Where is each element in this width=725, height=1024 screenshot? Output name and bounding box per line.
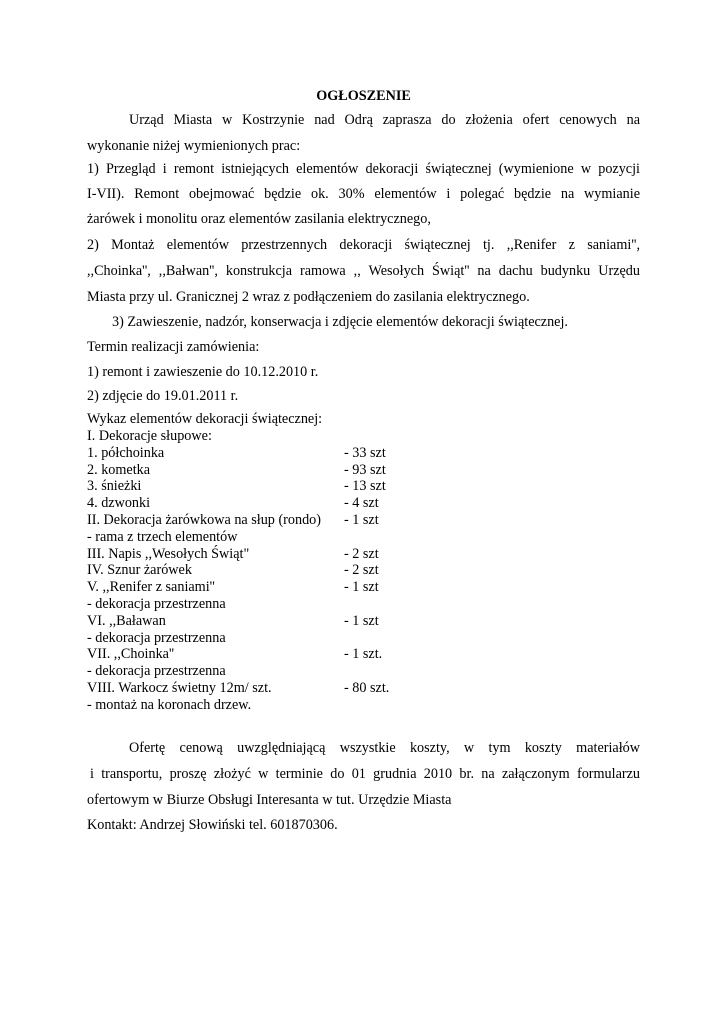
oferta-line-2: i transportu, proszę złożyć w terminie do 01 grudnia 2010 br. na załączonym formularzu (90, 766, 640, 782)
item1-line-2: I-VII). Remont obejmować będzie ok. 30% elementów i polegać będzie na wymianie (87, 186, 640, 202)
item1-line-1: 1) Przegląd i remont istniejących elementów dekoracji świątecznej (wymienione w pozycji (87, 161, 640, 177)
list-item (87, 478, 487, 495)
list-item (87, 445, 487, 462)
item-name: III. Napis ,,Wesołych Świąt" (87, 545, 250, 562)
item-quantity: - 1 szt. (344, 646, 383, 663)
item2-line-2: ,,Choinka'', ,,Bałwan'', konstrukcja ramowa ,, Wesołych Świąt'' na dachu budynku Urzędu (87, 263, 640, 279)
termin-heading: Termin realizacji zamówienia: (87, 339, 260, 355)
item-name: I. Dekoracje słupowe: (87, 428, 212, 444)
item2-line-1: 2) Montaż elementów przestrzennych dekoracji świątecznej tj. ,,Renifer z saniami'', (87, 237, 640, 253)
document-title: OGŁOSZENIE (316, 88, 411, 104)
item-name: - montaż na koronach drzew. (87, 696, 252, 713)
intro-line-1: Urząd Miasta w Kostrzynie nad Odrą zaprasza do złożenia ofert cenowych na (129, 112, 640, 128)
item-quantity: - 2 szt (344, 545, 379, 562)
item-name: 3. śnieżki (87, 478, 142, 495)
list-item (87, 663, 487, 680)
oferta-line-1: Ofertę cenową uwzględniającą wszystkie koszty, w tym koszty materiałów (129, 740, 640, 756)
list-item (87, 562, 487, 579)
item3-line: 3) Zawieszenie, nadzór, konserwacja i zdjęcie elementów dekoracji świątecznej. (112, 314, 568, 330)
wykaz-list (87, 428, 487, 714)
item-name: V. ,,Renifer z saniami'' (87, 579, 215, 596)
item-quantity: - 4 szt (344, 495, 379, 512)
intro-line-2: wykonanie niżej wymienionych prac: (87, 138, 301, 154)
list-item (87, 512, 487, 529)
item-quantity: - 33 szt (344, 444, 386, 461)
item-name: - dekoracja przestrzenna (87, 595, 226, 612)
termin-line-1: 1) remont i zawieszenie do 10.12.2010 r. (87, 364, 319, 380)
item-quantity: - 1 szt (344, 579, 379, 596)
item-name: II. Dekoracja żarówkowa na słup (rondo) (87, 511, 321, 528)
item-quantity: - 1 szt (344, 612, 379, 629)
item-quantity: - 93 szt (344, 461, 386, 478)
item-name: - rama z trzech elementów (87, 528, 238, 545)
item-name: VIII. Warkocz świetny 12m/ szt. (87, 679, 272, 696)
list-item (87, 462, 487, 479)
list-item (87, 495, 487, 512)
contact-line: Kontakt: Andrzej Słowiński tel. 601870306. (87, 817, 338, 833)
item-name: - dekoracja przestrzenna (87, 629, 226, 646)
list-item (87, 646, 487, 663)
item-quantity: - 2 szt (344, 562, 379, 579)
list-item (87, 630, 487, 647)
item2-line-3: Miasta przy ul. Granicznej 2 wraz z podłączeniem do zasilania elektrycznego. (87, 289, 530, 305)
list-item (87, 697, 487, 714)
item-quantity: - 13 szt (344, 478, 386, 495)
item-name: VI. ,,Baławan (87, 612, 166, 629)
list-item (87, 613, 487, 630)
item1-line-3: żarówek i monolitu oraz elementów zasilania elektrycznego, (87, 211, 431, 227)
list-item (87, 529, 487, 546)
list-item (87, 596, 487, 613)
list-item (87, 428, 487, 445)
list-item (87, 579, 487, 596)
item-name: 2. kometka (87, 461, 151, 478)
item-name: - dekoracja przestrzenna (87, 663, 226, 680)
item-name: 4. dzwonki (87, 495, 151, 512)
item-quantity: - 1 szt (344, 511, 379, 528)
item-name: 1. półchoinka (87, 444, 165, 461)
wykaz-heading: Wykaz elementów dekoracji świątecznej: (87, 411, 323, 427)
oferta-line-3: ofertowym w Biurze Obsługi Interesanta w tut. Urzędzie Miasta (87, 792, 452, 808)
item-name: IV. Sznur żarówek (87, 562, 192, 579)
item-quantity: - 80 szt. (344, 679, 390, 696)
termin-line-2: 2) zdjęcie do 19.01.2011 r. (87, 388, 239, 404)
item-name: VII. ,,Choinka'' (87, 646, 175, 663)
list-item (87, 680, 487, 697)
list-item (87, 546, 487, 563)
